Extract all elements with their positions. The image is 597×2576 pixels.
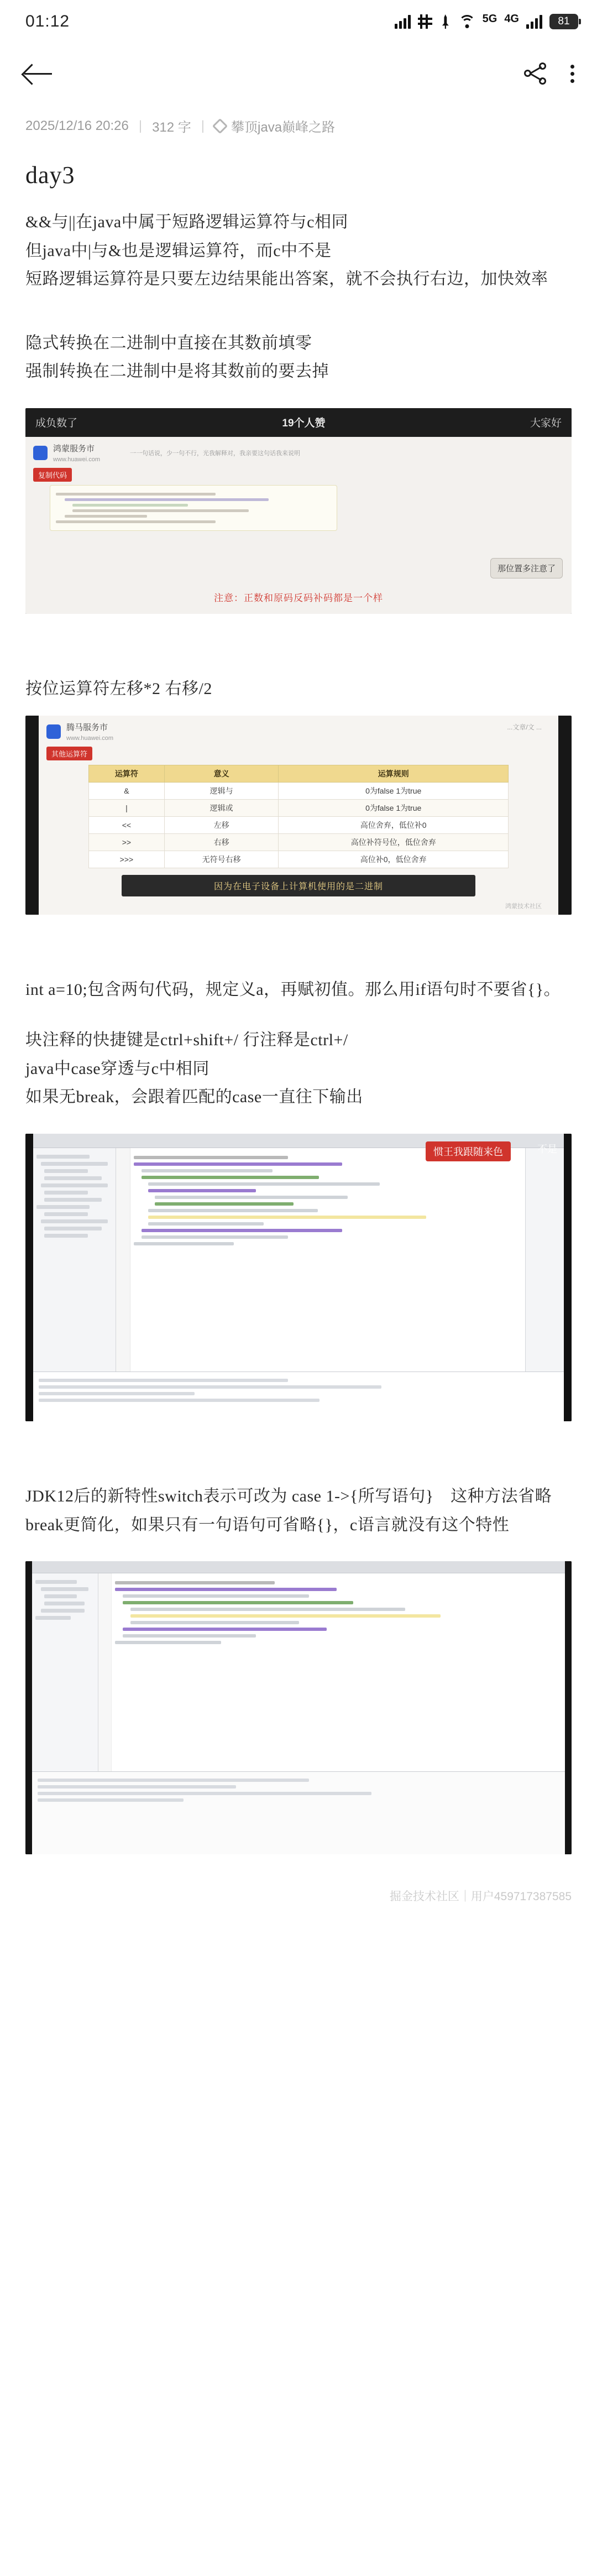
meta-word-count: 312 字 (152, 120, 191, 135)
letterbox-right-2 (558, 716, 572, 915)
signal-bars-icon (395, 14, 411, 29)
ide-window-4 (32, 1561, 565, 1854)
cell: 高位补0，低位舍弃 (279, 851, 509, 868)
ide-project-tree-3 (33, 1148, 116, 1372)
cell: >> (89, 833, 165, 851)
video-tab-2: 大家好 (530, 418, 562, 430)
annotation-text-3: 不是 (537, 1143, 557, 1155)
table-header-2: 运算规则 (279, 765, 509, 782)
annotation-bubble-1: 那位置多注意了 (490, 558, 563, 578)
ide-console-3 (33, 1372, 564, 1421)
letterbox-left-4 (25, 1561, 32, 1854)
footer-watermark: 掘金技术社区｜用户459717387585 (389, 1890, 572, 1904)
more-dots-icon[interactable] (569, 65, 575, 83)
article-meta (0, 104, 597, 135)
cell: 高位舍弃，低位补0 (279, 816, 509, 833)
paragraph-10: 如果无break，会跟着匹配的case一直往下输出 (25, 1088, 363, 1107)
pin-icon (439, 14, 452, 29)
paragraph-11: JDK12后的新特性switch表示可改为 case 1->{所写语句} 这种方法省略break更简化，如果只有一句语句可省略{}，c语言就没有这个特性 (25, 1487, 552, 1534)
cell: | (89, 799, 165, 816)
meta-date: 2025/12/16 20:26 (25, 118, 129, 133)
site-title-1: 鸿蒙服务市 (53, 444, 95, 453)
cell: 高位补符号位，低位舍弃 (279, 833, 509, 851)
meta-tag[interactable] (214, 116, 335, 135)
paragraph-8: 块注释的快捷键是ctrl+shift+/ 行注释是ctrl+/ (25, 1031, 348, 1050)
caption-2: ...文章/文 ... (507, 723, 542, 731)
screenshot-1-content (25, 437, 572, 614)
screenshot-image-3[interactable] (25, 1134, 572, 1421)
letterbox-right-4 (565, 1561, 572, 1854)
copy-code-badge: 复制代码 (33, 468, 72, 482)
meta-separator: | (138, 118, 143, 133)
table-row (89, 851, 509, 868)
site-title-2: 腾马服务市 (66, 722, 108, 732)
ide-console-4 (32, 1771, 565, 1854)
site-url-2: www.huawei.com (66, 734, 113, 742)
cell: & (89, 782, 165, 799)
screenshot-image-2[interactable] (25, 716, 572, 915)
ide-gutter-3 (116, 1148, 130, 1372)
cell: 右移 (164, 833, 279, 851)
paragraph-7: int a=10;包含两句代码，规定义a，再赋初值。那么用if语句时不要省{}。 (25, 980, 561, 999)
site-url-1: www.huawei.com (53, 456, 100, 463)
video-tab-1: 19个人赞 (282, 418, 326, 430)
site-header-1 (33, 442, 564, 463)
status-time: 01:12 (25, 12, 70, 30)
ide-main-3 (33, 1148, 564, 1372)
cell: >>> (89, 851, 165, 868)
screenshot-image-4[interactable] (25, 1561, 572, 1854)
top-navigation-bar (0, 43, 597, 104)
cell: 0为false 1为true (279, 782, 509, 799)
video-tab-0: 成负数了 (35, 418, 78, 430)
paragraph-6: 按位运算符左移*2 右移/2 (25, 679, 212, 698)
letterbox-left-2 (25, 716, 39, 915)
site-logo-icon-2 (46, 724, 61, 739)
cell: 0为false 1为true (279, 799, 509, 816)
cell: << (89, 816, 165, 833)
paragraph-4: 隐式转换在二进制中直接在其数前填零 (25, 333, 312, 352)
hash-icon (418, 14, 432, 29)
article-body (0, 135, 597, 408)
status-bar (0, 0, 597, 43)
site-logo-icon (33, 446, 48, 460)
site-header-2 (46, 721, 551, 742)
table-header-row (89, 765, 509, 782)
table-row (89, 799, 509, 816)
paragraph-5: 强制转换在二进制中是将其数前的要去掉 (25, 362, 329, 381)
code-block-1 (50, 485, 337, 531)
ide-main-4 (32, 1573, 565, 1771)
network-label-4g: 4G (504, 13, 519, 25)
table-row (89, 782, 509, 799)
back-arrow-icon[interactable] (23, 61, 54, 86)
paragraph-1: &&与||在java中属于短路逻辑运算符与c相同 (25, 213, 348, 231)
cell: 逻辑与 (164, 782, 279, 799)
cellular-signal-icon (526, 14, 542, 29)
ide-toolbar-4 (32, 1561, 565, 1573)
meta-separator-2: | (201, 118, 205, 133)
cell: 无符号右移 (164, 851, 279, 868)
nav-actions (524, 62, 575, 85)
screenshot-image-1[interactable] (25, 408, 572, 614)
paragraph-3: 短路逻辑运算符是只要左边结果能出答案，就不会执行右边，加快效率 (25, 270, 548, 289)
ide-sidebar-3 (525, 1148, 564, 1372)
screenshot-2-banner: 因为在电子设备上计算机使用的是二进制 (122, 875, 475, 896)
status-icons (395, 14, 578, 29)
screenshot-2-watermark: 鸿蒙技术社区 (505, 903, 542, 910)
video-tab-bar (25, 408, 572, 437)
table-row (89, 833, 509, 851)
other-operators-badge: 其他运算符 (46, 747, 92, 760)
annotation-badge-3: 惯王我跟随来色 (426, 1141, 511, 1161)
ide-gutter-4 (98, 1573, 112, 1771)
caption-1: 一一句话说，少一句不行，光我解释对，我亲要这句话我来说明 (129, 450, 300, 457)
letterbox-right-3 (564, 1134, 572, 1421)
cell: 逻辑或 (164, 799, 279, 816)
annotation-note-1: 注意：正数和原码反码补码都是一个样 (214, 592, 383, 603)
letterbox-left-3 (25, 1134, 33, 1421)
page-title: day3 (25, 161, 75, 189)
ide-project-tree-4 (32, 1573, 98, 1771)
ide-editor-3 (116, 1148, 525, 1372)
ide-editor-4 (98, 1573, 565, 1771)
paragraph-9: java中case穿透与c中相同 (25, 1059, 210, 1078)
battery-indicator: 81 (549, 14, 578, 29)
table-header-1: 意义 (164, 765, 279, 782)
network-label-5g: 5G (482, 13, 498, 25)
tag-icon (212, 118, 228, 133)
ide-window-3 (33, 1134, 564, 1421)
table-header-0: 运算符 (89, 765, 165, 782)
meta-tag-label: 攀顶java巅峰之路 (231, 120, 336, 135)
table-row (89, 816, 509, 833)
share-icon[interactable] (524, 62, 546, 85)
screenshot-2-content (39, 716, 558, 915)
operator-table (88, 765, 509, 868)
paragraph-2: 但java中|与&也是逻辑运算符，而c中不是 (25, 241, 332, 260)
cell: 左移 (164, 816, 279, 833)
wifi-icon (459, 15, 475, 28)
